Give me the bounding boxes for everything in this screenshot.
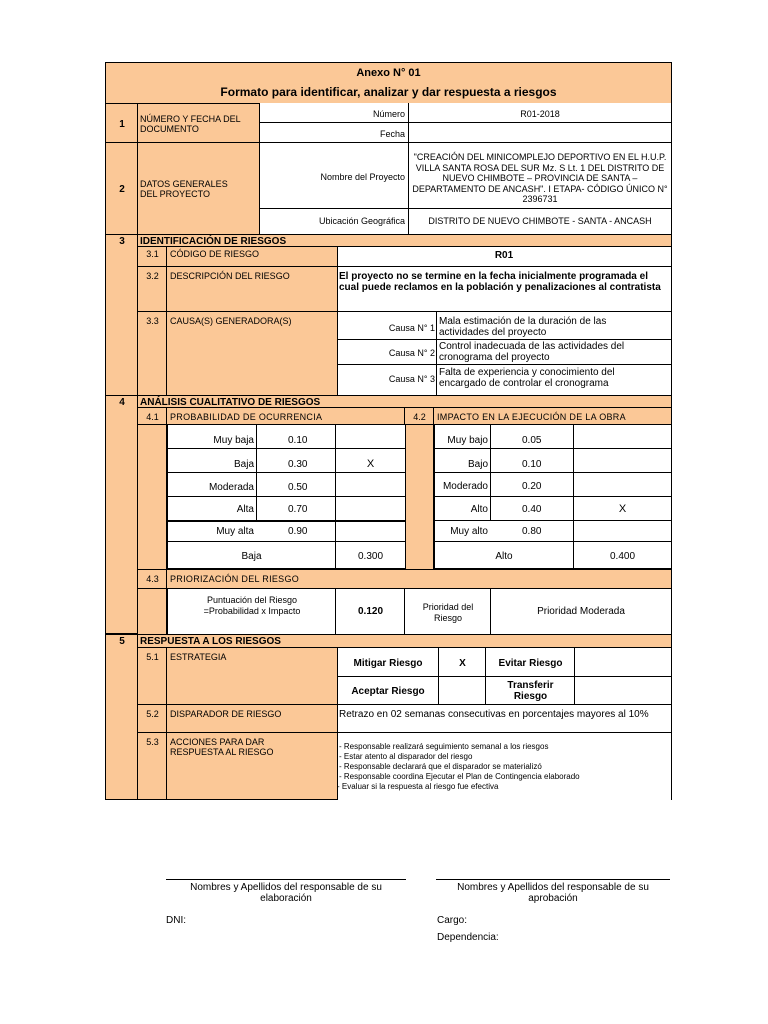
mitigar-riesgo-mark: X <box>459 658 466 669</box>
firma-aprobacion-label: Nombres y Apellidos del responsable de su aprobación <box>457 882 649 904</box>
prioridad-value: Prioridad Moderada <box>537 606 625 617</box>
prob-row-4-value: 0.70 <box>288 504 308 515</box>
form-title: Anexo N° 01 <box>356 67 421 79</box>
accion-1: - Responsable realizará seguimiento semanal a los riesgos <box>339 742 549 751</box>
impacto-label: IMPACTO EN LA EJECUCIÓN DE LA OBRA <box>437 412 626 422</box>
accion-5: - Evaluar si la respuesta al riesgo fue efectiva <box>337 782 499 791</box>
puntuacion-value: 0.120 <box>357 606 384 617</box>
prob-result-value: 0.300 <box>357 551 384 562</box>
section-5-number: 5 <box>119 636 125 647</box>
mitigar-riesgo-option[interactable]: Mitigar Riesgo <box>353 658 423 669</box>
signature-line-aprobacion <box>436 879 670 880</box>
imp-row-3-label: Moderado <box>442 481 488 492</box>
firma-elaboracion-label: Nombres y Apellidos del responsable de su elaboración <box>190 882 382 904</box>
prob-row-1-value: 0.10 <box>288 435 308 446</box>
accion-2: - Estar atento al disparador del riesgo <box>339 752 473 761</box>
prob-row-4-label: Alta <box>236 504 254 515</box>
risk-form <box>105 62 672 800</box>
priorizacion-num: 4.3 <box>146 574 159 584</box>
proyecto-value: "CREACIÓN DEL MINICOMPLEJO DEPORTIVO EN EL H.U.P. VILLA SANTA ROSA DEL SUR Mz. S Lt. 1 DEL DISTRITO DE NUEVO CHIMBOTE – PROVINCIA DE SANTA – DEPARTAMENTO DE ANCASH". I ETAPA- CÓDIGO ÚNICO N° 2396731 <box>412 152 668 204</box>
form-subtitle: Formato para identificar, analizar y dar respuesta a riesgos <box>220 85 557 99</box>
dni-label: DNI: <box>166 915 186 926</box>
proyecto-label: Nombre del Proyecto <box>320 172 405 182</box>
priorizacion-label: PRIORIZACIÓN DEL RIESGO <box>170 574 300 584</box>
causa-2-label: Causa N° 2 <box>388 348 435 358</box>
codigo-num: 3.1 <box>146 249 159 259</box>
section-2-label: DATOS GENERALES DEL PROYECTO <box>140 179 228 199</box>
numero-label: Número <box>372 109 405 119</box>
fecha-label: Fecha <box>379 129 405 139</box>
evitar-riesgo-option[interactable]: Evitar Riesgo <box>498 658 563 669</box>
section-4-number: 4 <box>119 397 125 408</box>
causa-3-label: Causa N° 3 <box>388 374 435 384</box>
numero-value: R01-2018 <box>520 109 560 119</box>
estrategia-label: ESTRATEGIA <box>170 652 227 662</box>
disparador-value: Retrazo en 02 semanas consecutivas en porcentajes mayores al 10% <box>339 709 649 720</box>
disparador-label: DISPARADOR DE RIESGO <box>170 709 282 719</box>
puntuacion-label: Puntuación del Riesgo =Probabilidad x Impacto <box>203 595 301 616</box>
codigo-label: CÓDIGO DE RIESGO <box>170 249 260 259</box>
cargo-label: Cargo: <box>437 915 468 926</box>
estrategia-num: 5.1 <box>146 652 159 662</box>
ubicacion-label: Ubicación Geográfica <box>318 216 405 226</box>
section-2-number: 2 <box>119 184 125 195</box>
accion-4: - Responsable coordina Ejecutar el Plan de Contingencia elaborado <box>339 772 580 781</box>
prob-row-5-value: 0.90 <box>288 526 308 537</box>
prioridad-label: Prioridad del Riesgo <box>422 602 474 623</box>
codigo-value: R01 <box>494 250 514 261</box>
accion-3: - Responsable declarará que el disparador se materializó <box>339 762 542 771</box>
descripcion-value: El proyecto no se termine en la fecha inicialmente programada el cual puede reclamos en la población y penalizaciones al contratista <box>339 271 661 293</box>
prob-row-5-label: Muy alta <box>216 526 254 537</box>
dependencia-label: Dependencia: <box>437 932 499 943</box>
imp-row-5-value: 0.80 <box>522 526 542 537</box>
descripcion-label: DESCRIPCIÓN DEL RIESGO <box>170 271 290 281</box>
prob-row-1-label: Muy baja <box>213 435 254 446</box>
section-3-title: IDENTIFICACIÓN DE RIESGOS <box>140 236 287 247</box>
section-1-number: 1 <box>119 119 125 130</box>
prob-result-label: Baja <box>241 551 262 562</box>
section-5-title: RESPUESTA A LOS RIESGOS <box>140 636 281 647</box>
imp-row-2-label: Bajo <box>467 459 488 470</box>
disparador-num: 5.2 <box>146 709 159 719</box>
section-1-label: NÚMERO Y FECHA DEL DOCUMENTO <box>140 114 241 134</box>
probabilidad-num: 4.1 <box>146 412 159 422</box>
imp-row-1-value: 0.05 <box>522 435 542 446</box>
imp-row-5-label: Muy alto <box>450 526 488 537</box>
prob-row-3-value: 0.50 <box>288 482 308 493</box>
imp-row-4-label: Alto <box>470 504 488 515</box>
causas-label: CAUSA(S) GENERADORA(S) <box>170 316 292 326</box>
section-4-title: ANÁLISIS CUALITATIVO DE RIESGOS <box>140 397 321 408</box>
prob-row-2-label: Baja <box>233 459 254 470</box>
imp-row-3-value: 0.20 <box>522 481 542 492</box>
prob-row-3-label: Moderada <box>208 482 254 493</box>
ubicacion-value: DISTRITO DE NUEVO CHIMBOTE - SANTA - ANCASH <box>428 216 652 226</box>
descripcion-num: 3.2 <box>146 271 159 281</box>
imp-row-2-value: 0.10 <box>522 459 542 470</box>
transferir-riesgo-option[interactable]: Transferir Riesgo <box>507 680 554 702</box>
prob-row-2-mark: X <box>366 458 375 470</box>
probabilidad-label: PROBABILIDAD DE OCURRENCIA <box>170 412 323 422</box>
imp-row-4-mark: X <box>618 503 627 515</box>
imp-result-label: Alto <box>495 551 513 562</box>
aceptar-riesgo-option[interactable]: Aceptar Riesgo <box>351 686 425 697</box>
causa-3-value: Falta de experiencia y conocimiento del encargado de controlar el cronograma <box>439 367 615 389</box>
acciones-label: ACCIONES PARA DAR RESPUESTA AL RIESGO <box>170 737 274 757</box>
acciones-num: 5.3 <box>146 737 159 747</box>
imp-row-1-label: Muy bajo <box>447 435 488 446</box>
causa-2-value: Control inadecuada de las actividades del cronograma del proyecto <box>439 341 625 363</box>
causas-num: 3.3 <box>146 316 159 326</box>
signature-line-elaboracion <box>166 879 406 880</box>
imp-result-value: 0.400 <box>609 551 636 562</box>
imp-row-4-value: 0.40 <box>522 504 542 515</box>
prob-row-2-value: 0.30 <box>288 459 308 470</box>
impacto-num: 4.2 <box>413 412 426 422</box>
causa-1-label: Causa N° 1 <box>388 323 435 333</box>
causa-1-value: Mala estimación de la duración de las actividades del proyecto <box>439 316 607 338</box>
section-3-number: 3 <box>119 236 125 247</box>
